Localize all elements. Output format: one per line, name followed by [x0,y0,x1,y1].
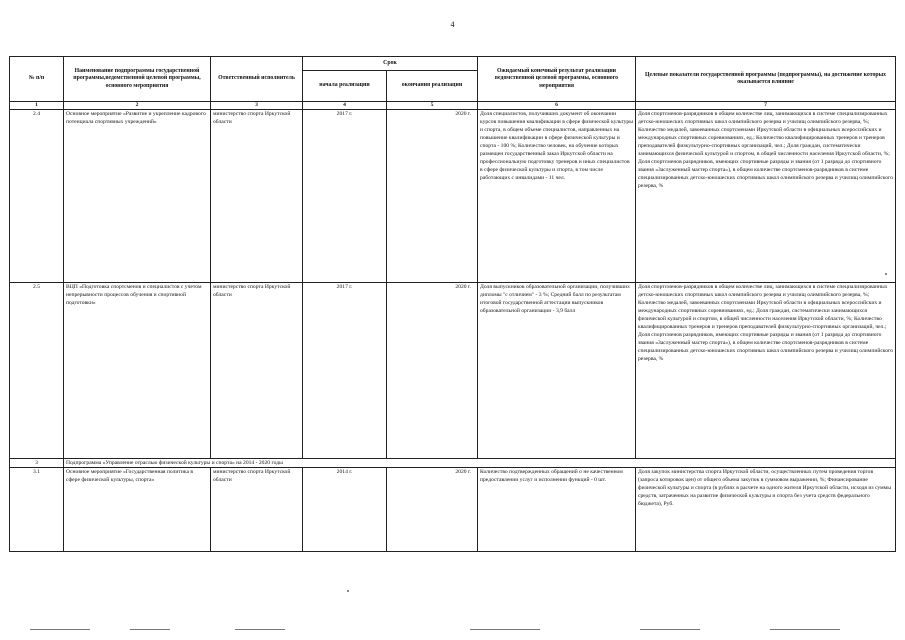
scan-mark [130,629,170,630]
row-name: Основное мероприятие «Развитие и укрепление кадрового потенциала спортивных учреждений» [64,110,211,283]
row-result: Доля специалистов, получивших документ об окончании курсов повышения квалификации в сфере физической культуры и спорта, в общем объеме специалистов, направленных на повышение квалификации в сфере физической культуры и спорта - 100 %; Количество человек, на обучение которых размещен государственный заказ Иркутской области на профессиональную подготовку тренеров и иных специалистов в сфере физической культуры и спорта, в том числе работающих с инвалидами - 11 чел. [478,110,636,283]
scan-dot [347,590,349,592]
row-name: Основное мероприятие «Государственная политика в сфере физической культуры, спорта» [64,468,211,552]
row-num: 2.5 [10,283,64,459]
row-targets: Доля спортсменов-разрядников в общем количестве лиц, занимающихся в системе специализированных детско-юношеских спортивных школ олимпийского резерва и училищ олимпийского резерва, %; Количество медалей, завоеванных спортсменами Иркутской области в официальных всероссийских и международных спортивных соревнованиях, ед.; Доля граждан, систематически занимающихся физической культурой и спортом, в общей численности населения Иркутской области, %; Количество квалифицированных тренеров и тренеров преподавателей физкультурно-спортивных организаций, чел.; Доля спортсменов разрядников, имеющих спортивные разряды и звания (от 1 разряда до спортивного звания «Заслуженный мастер спорта»), в общем количестве спортсменов-разрядников в системе специализированных детско-юношеских спортивных школ олимпийского резерва и училищ олимпийского резерва, % [636,283,896,459]
table-row [10,110,896,283]
row-targets: Доля закупок министерства спорта Иркутской области, осуществленных путем проведения торгов (запроса котировок цен) от общего объема закупок в суммовом выражении, %; Финансирование физической культуры и спорта (в рублях в расчете на одного жителя Иркутской области, исходя из суммы средств, затраченных на развитие физической культуры и спорта без учета средств федерального бюджета), Руб. [636,468,896,552]
row-start: 2014 г. [303,468,387,552]
program-table [9,56,896,552]
header-term: Срок [303,57,478,71]
header-name: Наименование подпрограммы государственной программы,ведомственной целевой программы, основного мероприятия [64,57,211,102]
row-exec: министерство спорта Иркутской области [211,283,303,459]
row-start: 2017 г. [303,110,387,283]
col-number: 2 [64,102,211,110]
row-end: 2020 г. [387,283,478,459]
header-start: начала реализации [303,71,387,102]
scan-mark [770,629,840,630]
table-row [10,468,896,552]
col-number: 3 [211,102,303,110]
col-number: 7 [636,102,896,110]
header-exec: Ответственный исполнитель [211,57,303,102]
row-exec: министерство спорта Иркутской области [211,468,303,552]
scan-mark [640,629,700,630]
row-end: 2020 г. [387,110,478,283]
col-number: 5 [387,102,478,110]
header-result: Ожидаемый конечный результат реализации ведомственной целевой программы, основного мероприятия [478,57,636,102]
col-number: 6 [478,102,636,110]
scan-mark [30,629,90,630]
scan-dot [885,273,887,275]
row-start: 2017 г. [303,283,387,459]
row-exec: министерство спорта Иркутской области [211,110,303,283]
col-number: 4 [303,102,387,110]
scan-mark [235,629,285,630]
header-targets: Целевые показатели государственной программы (подпрограммы), на достижение которых оказывается влияние [636,57,896,102]
col-number: 1 [10,102,64,110]
header-end: окончания реализации [387,71,478,102]
row-result: Доля выпускников образовательной организации, получивших дипломы "с отличием" - 3 %; Средний балл по результатам итоговой государственной аттестации выпускников образовательной организации - 3,9 балл [478,283,636,459]
row-end: 2020 г. [387,468,478,552]
row-targets: Доля спортсменов-разрядников в общем количестве лиц, занимающихся в системе специализированных детско-юношеских спортивных школ олимпийского резерва и училищ олимпийского резерва, %; Количество медалей, завоеванных спортсменами Иркутской области в официальных всероссийских и международных спортивных соревнованиях, ед.; Количество квалифицированных тренеров и тренеров преподавателей физкультурно-спортивных организаций, чел.; Доля граждан, систематически занимающихся физической культурой и спортом, в общей численности населения Иркутской области, %; Доля спортсменов разрядников, имеющих спортивные разряды и звания (от 1 разряда до спортивного звания «Заслуженный мастер спорта»), в общем количестве спортсменов-разрядников в системе специализированных детско-юношеских спортивных школ олимпийского резерва и училищ олимпийского резерва, % [636,110,896,283]
row-result: Количество подтвержденных обращений о не качественном предоставлении услуг и исполнении функций - 0 шт. [478,468,636,552]
table-row [10,283,896,459]
row-num: 3.1 [10,468,64,552]
subprogram-title: Подпрограмма «Управление отраслью физической культуры и спорта» на 2014 - 2020 годы [64,459,896,468]
scan-mark [470,629,540,630]
row-num: 2.4 [10,110,64,283]
subprogram-row [10,459,896,468]
page-number: 4 [450,20,455,29]
row-name: ВЦП «Подготовка спортсменов и специалистов с учетом непрерывности процессов обучения и спортивной подготовки» [64,283,211,459]
subprogram-num: 3 [10,459,64,468]
header-num: № п/п [10,57,64,102]
